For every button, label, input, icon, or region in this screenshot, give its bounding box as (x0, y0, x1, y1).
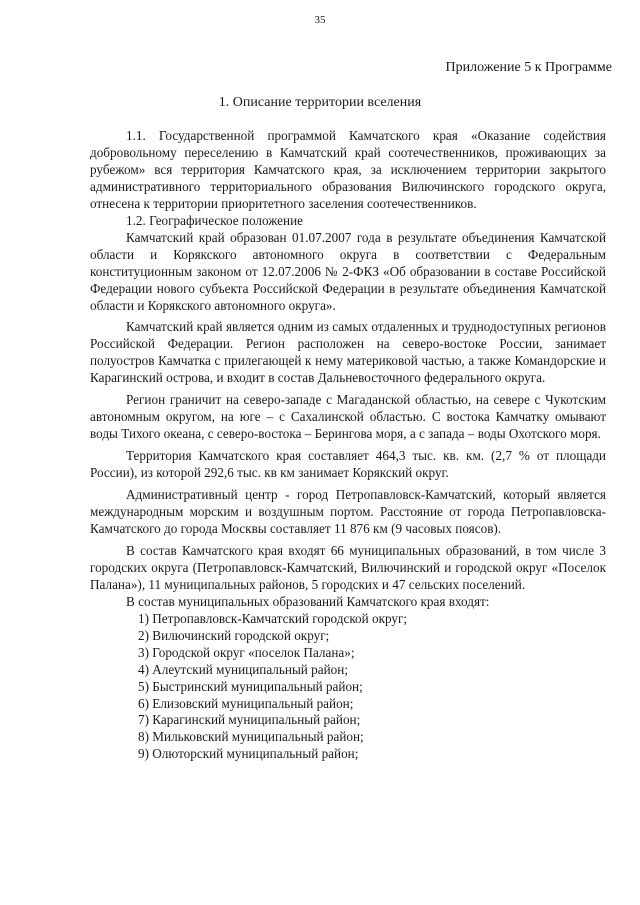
paragraph-municipalities: В состав Камчатского края входят 66 муниципальных образований, в том числе 3 городских округа (Петропавловск-Камчатский, Вилючинский и городской округ «Поселок Палана»), 11 муниципальных районов, 5 городских и 47 сельских поселений. (90, 542, 606, 592)
list-item: 9) Олюторский муниципальный район; (138, 746, 359, 762)
paragraph-remoteness: Камчатский край является одним из самых отдаленных и труднодоступных регионов Российской Федерации. Регион расположен на северо-востоке России, занимает полуостров Камчатка с прилегающей к нему материковой частью, а также Командорские и Карагинский острова, и входит в состав Дальневосточного федерального округа. (90, 319, 606, 386)
paragraph-area: Территория Камчатского края составляет 464,3 тыс. кв. км. (2,7 % от площади России), из которой 292,6 тыс. кв км занимает Корякский округ. (90, 448, 606, 481)
section-heading: 1. Описание территории вселения (218, 95, 422, 110)
paragraph-borders: Регион граничит на северо-западе с Магаданской областью, на севере с Чукотским автономным округом, на юге – с Сахалинской областью. С востока Камчатку омывают воды Тихого океана, с северо-востока – Берингова моря, а с запада – воды Охотского моря. (90, 392, 606, 442)
paragraph-program: 1.1. Государственной программой Камчатского края «Оказание содействия добровольному переселению в Камчатский край соотечественников, проживающих за рубежом» вся территория Камчатского края, за исключением территории закрытого административного территориального образования Вилючинского городского округа, отнесена к территории приоритетного заселения соотечественников. (90, 128, 606, 211)
list-item: 2) Вилючинский городской округ; (138, 627, 330, 643)
document-body (90, 128, 606, 763)
list-item: 7) Карагинский муниципальный район; (138, 712, 361, 728)
subheading-geography: 1.2. Географическое положение (126, 212, 303, 228)
municipality-list (90, 611, 606, 764)
list-item: 6) Елизовский муниципальный район; (138, 695, 354, 711)
paragraph-capital: Административный центр - город Петропавловск-Камчатский, который является международным морским и воздушным портом. Расстояние от города Петропавловска-Камчатского до города Москвы составляет 11 876 км (9 часовых поясов). (90, 487, 606, 536)
list-item: 4) Алеутский муниципальный район; (138, 661, 348, 677)
appendix-label: Приложение 5 к Программе (445, 60, 612, 75)
page-number: 35 (314, 14, 326, 26)
list-item: 3) Городской округ «поселок Палана»; (138, 644, 355, 660)
list-item: 5) Быстринский муниципальный район; (138, 678, 363, 694)
paragraph-list-intro: В состав муниципальных образований Камчатского края входят: (126, 593, 490, 609)
list-item: 1) Петропавловск-Камчатский городской округ; (138, 610, 408, 626)
paragraph-formation: Камчатский край образован 01.07.2007 года в результате объединения Камчатской области и Корякского автономного округа в соответствии с Федеральным конституционным законом от 12.07.2006 № 2-ФКЗ «Об образовании в составе Российской Федерации нового субъекта Российской Федерации в результате объединения Камчатской области и Корякского автономного округа». (90, 229, 606, 313)
list-item: 8) Мильковский муниципальный район; (138, 729, 364, 745)
